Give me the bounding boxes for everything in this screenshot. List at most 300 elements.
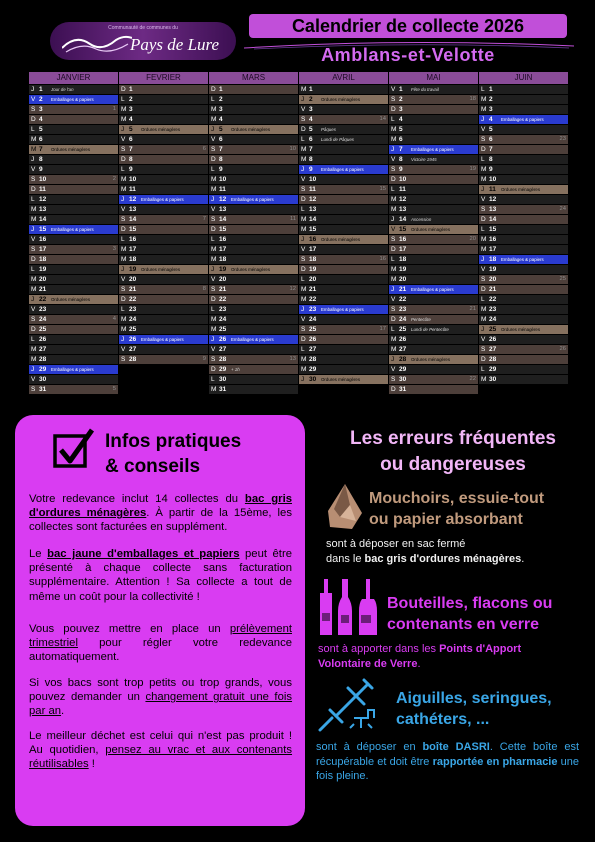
day-letter: M [391,336,397,343]
day-letter: D [121,156,126,163]
day-number: 22 [219,296,227,303]
day-number: 22 [39,296,47,303]
calendar-day [119,115,208,124]
day-number: 29 [489,366,497,373]
day-number: 19 [219,266,227,273]
calendar-day [479,215,568,224]
calendar-day [29,245,118,254]
day-letter: M [211,106,217,113]
day-label: Emballages & papiers [141,197,184,202]
day-number: 7 [129,146,133,153]
calendar-day [479,95,568,104]
day-number: 31 [39,386,47,393]
day-letter: J [481,326,485,333]
calendar-day [29,185,118,194]
day-letter: M [31,286,37,293]
calendar-day [29,385,118,394]
day-letter: V [121,206,126,213]
day-number: 30 [399,376,407,383]
info-paragraph: Le meilleur déchet est celui qui n'est pas produit ! Au quotidien, pensez au vrac et aux contenants réutilisables ! [29,730,293,771]
day-letter: V [211,136,216,143]
week-number: 9 [202,356,206,362]
day-label: Jour de l'an [51,87,74,92]
day-letter: S [301,186,306,193]
calendar-day [389,225,478,234]
calendar-day [119,255,208,264]
day-number: 19 [309,266,317,273]
day-label: Victoire 1945 [411,157,437,162]
day-label: Ordures ménagères [141,267,181,272]
week-number: 20 [469,236,476,242]
day-number: 5 [219,126,223,133]
calendar-day [389,95,478,104]
day-number: 24 [39,316,47,323]
day-letter: M [31,206,37,213]
day-letter: J [211,196,215,203]
day-label: Emballages & papiers [51,367,94,372]
calendar-day [389,105,478,114]
day-letter: V [31,96,36,103]
day-number: 27 [309,346,317,353]
calendar-day [209,325,298,334]
calendar-day [479,265,568,274]
calendar-day [389,185,478,194]
calendar-day [299,305,388,314]
day-number: 27 [129,346,137,353]
error-2-title [387,593,552,635]
calendar-day [299,295,388,304]
day-number: 18 [39,256,47,263]
day-number: 18 [399,256,407,263]
day-number: 16 [399,236,407,243]
calendar-day [389,165,478,174]
day-number: 4 [39,116,43,123]
infos-title [105,429,305,479]
day-letter: M [31,136,37,143]
calendar-day [479,275,568,284]
calendar-day [29,115,118,124]
day-number: 27 [219,346,227,353]
calendar-day [479,205,568,214]
day-letter: M [31,216,37,223]
day-letter: S [211,286,216,293]
day-number: 2 [309,96,313,103]
day-letter: M [121,186,127,193]
day-letter: D [481,356,486,363]
day-letter: J [391,216,395,223]
day-letter: V [31,376,36,383]
calendar-day [479,255,568,264]
day-number: 16 [219,236,227,243]
calendar-day [29,365,118,374]
day-label: Emballages & papiers [231,197,274,202]
calendar-day [479,375,568,384]
month-header: JUIN [479,72,568,84]
day-letter: J [481,186,485,193]
day-number: 26 [39,336,47,343]
day-number: 1 [489,86,493,93]
day-letter: M [301,286,307,293]
day-number: 9 [129,166,133,173]
day-number: 16 [309,236,317,243]
day-label: Ordures ménagères [231,267,271,272]
day-letter: J [391,286,395,293]
calendar-day [479,225,568,234]
calendar-day [119,325,208,334]
day-letter: V [211,206,216,213]
day-letter: L [301,346,305,353]
day-number: 28 [489,356,497,363]
day-number: 26 [219,336,227,343]
calendar-day [29,325,118,334]
day-letter: V [481,266,486,273]
day-number: 15 [309,226,317,233]
day-letter: V [481,126,486,133]
day-letter: S [211,216,216,223]
calendar-day [119,275,208,284]
day-letter: M [481,316,487,323]
day-letter: L [31,126,35,133]
day-letter: M [481,176,487,183]
day-letter: D [31,116,36,123]
day-number: 23 [399,306,407,313]
day-letter: M [31,346,37,353]
calendar-day [479,105,568,114]
day-letter: L [31,196,35,203]
day-number: 1 [309,86,313,93]
day-number: 14 [219,216,227,223]
calendar-day [299,175,388,184]
calendar-day [209,205,298,214]
day-label: Ordures ménagères [51,147,91,152]
calendar-day [389,195,478,204]
day-number: 22 [489,296,497,303]
day-number: 15 [399,226,407,233]
week-number: 25 [559,276,566,282]
day-number: 20 [129,276,137,283]
calendar-day [389,305,478,314]
calendar-day [389,175,478,184]
day-number: 8 [399,156,403,163]
day-number: 21 [309,286,317,293]
calendar-day [479,195,568,204]
day-number: 6 [39,136,43,143]
day-number: 22 [129,296,137,303]
day-number: 19 [129,266,137,273]
calendar-day [119,95,208,104]
day-letter: L [481,86,485,93]
calendar-day [29,285,118,294]
info-paragraph: Vous pouvez mettre en place un prélèvement trimestriel pour régler votre redevance automatiquement. [29,623,292,664]
day-letter: S [481,346,486,353]
calendar-day [299,95,388,104]
day-letter: V [481,336,486,343]
day-number: 5 [129,126,133,133]
day-letter: M [301,156,307,163]
day-number: 13 [309,206,317,213]
week-number: 26 [559,346,566,352]
day-letter: J [211,126,215,133]
calendar-day [29,265,118,274]
day-letter: M [301,146,307,153]
day-number: 11 [129,186,136,193]
day-letter: D [391,316,396,323]
info-paragraph: Votre redevance inclut 14 collectes du bac gris d'ordures ménagères. À partir de la 15ème, les collectes sont facturées en supplément. [29,493,292,534]
day-letter: M [481,166,487,173]
calendar-day [389,325,478,334]
week-number: 19 [469,166,476,172]
day-letter: V [391,296,396,303]
day-number: 6 [219,136,223,143]
day-number: 3 [309,106,313,113]
day-number: 3 [129,106,133,113]
week-number: 23 [559,136,566,142]
day-number: 23 [489,306,497,313]
day-letter: J [121,196,125,203]
calendar-day [29,105,118,114]
day-letter: V [391,366,396,373]
day-number: 7 [219,146,223,153]
day-number: 15 [219,226,227,233]
day-number: 15 [129,226,137,233]
tissue-icon [326,483,364,531]
error-3-title [396,688,552,730]
month-column [29,72,118,395]
calendar-day [389,315,478,324]
calendar-day [29,145,118,154]
calendar-day [479,155,568,164]
day-letter: S [31,176,36,183]
day-label: Emballages & papiers [501,117,544,122]
week-number: 12 [289,286,296,292]
day-number: 25 [309,326,317,333]
day-letter: D [301,126,306,133]
day-number: 15 [489,226,497,233]
day-letter: J [31,226,35,233]
calendar-day [389,365,478,374]
day-number: 29 [39,366,47,373]
day-number: 6 [399,136,403,143]
calendar-day [299,145,388,154]
calendar-day [479,235,568,244]
day-letter: M [31,356,37,363]
calendar-day [209,255,298,264]
month-column [299,72,388,395]
info-paragraph: Le bac jaune d'emballages et papiers peut être présenté à chaque collecte sans facturation supplémentaire. Attention ! Sa collecte a tout de même un coût pour la collectivité ! [29,548,292,603]
day-number: 16 [129,236,137,243]
calendar-day [389,255,478,264]
calendar-day [479,365,568,374]
day-number: 28 [219,356,227,363]
week-number: 24 [559,206,566,212]
day-number: 29 [309,366,317,373]
day-letter: S [481,206,486,213]
day-letter: S [391,376,396,383]
day-letter: M [121,106,127,113]
day-letter: L [301,136,305,143]
day-number: 12 [309,196,317,203]
day-number: 1 [219,86,223,93]
day-number: 14 [399,216,407,223]
calendar-day [209,145,298,154]
day-number: 9 [489,166,493,173]
day-number: 19 [489,266,497,273]
calendar-day [299,185,388,194]
day-number: 25 [489,326,497,333]
day-letter: M [31,146,37,153]
day-letter: S [301,326,306,333]
day-letter: D [301,336,306,343]
day-letter: D [391,176,396,183]
calendar-day [299,275,388,284]
day-letter: M [31,276,37,283]
syringe-icon [318,676,384,732]
day-label: Ordures ménagères [411,357,451,362]
errors-title-line2: ou dangereuses [380,454,526,475]
day-label: Ordures ménagères [321,97,361,102]
day-letter: L [481,366,485,373]
calendar-day [29,255,118,264]
day-number: 25 [129,326,137,333]
day-letter: L [211,306,215,313]
day-letter: S [31,386,36,393]
calendar-day [119,295,208,304]
day-number: 6 [489,136,493,143]
calendar-day [209,315,298,324]
calendar-day [389,145,478,154]
calendar-day [389,125,478,134]
day-letter: M [301,86,307,93]
day-label: Ordures ménagères [321,377,361,382]
day-number: 10 [489,176,497,183]
week-number: 6 [202,146,206,152]
day-number: 11 [399,186,406,193]
day-number: 13 [399,206,407,213]
calendar-day [209,345,298,354]
day-number: 13 [489,206,497,213]
day-letter: S [391,306,396,313]
calendar-day [29,215,118,224]
day-number: 2 [399,96,403,103]
day-letter: J [121,126,125,133]
day-number: 7 [399,146,403,153]
day-letter: J [391,356,395,363]
page-title: Calendrier de collecte 2026 [291,16,525,36]
calendar-day [299,135,388,144]
day-label: Ordures ménagères [51,297,91,302]
checkbox-checked-icon [53,428,95,472]
day-letter: M [481,236,487,243]
day-number: 21 [489,286,497,293]
day-number: 21 [39,286,47,293]
calendar-day [479,185,568,194]
day-number: 4 [219,116,223,123]
day-number: 19 [399,266,407,273]
calendar-day [29,305,118,314]
calendar-day [209,225,298,234]
calendar-day [119,225,208,234]
calendar-day [209,95,298,104]
calendar-day [389,345,478,354]
day-letter: J [301,236,305,243]
day-letter: V [391,226,396,233]
town-name: Amblans-et-Velotte [321,45,495,65]
day-letter: V [31,306,36,313]
day-number: 22 [399,296,407,303]
day-number: 4 [489,116,493,123]
calendar-day [389,235,478,244]
day-number: 25 [399,326,407,333]
day-number: 25 [219,326,227,333]
day-number: 4 [309,116,313,123]
day-letter: S [121,216,126,223]
calendar-day [119,145,208,154]
calendar-day [29,85,118,94]
day-number: 8 [219,156,223,163]
calendar-day [389,205,478,214]
day-letter: D [301,196,306,203]
day-letter: J [301,96,305,103]
week-number: 2 [112,176,116,182]
day-number: 24 [219,316,227,323]
day-letter: S [121,146,126,153]
day-label: Emballages & papiers [411,147,454,152]
day-number: 26 [129,336,137,343]
error-1-title-line2: ou papier absorbant [369,511,523,528]
day-letter: D [481,286,486,293]
day-letter: V [481,196,486,203]
day-label: Ordures ménagères [141,127,181,132]
day-number: 7 [309,146,313,153]
calendar-day [479,245,568,254]
calendar-day [29,165,118,174]
hills-icon [62,32,132,54]
calendar-day [389,85,478,94]
day-letter: S [211,146,216,153]
day-letter: D [211,296,216,303]
day-letter: D [211,226,216,233]
logo-tagline: Communauté de communes du [108,25,178,31]
day-number: 19 [39,266,47,273]
day-label: Emballages & papiers [321,307,364,312]
day-number: 26 [489,336,497,343]
day-letter: M [211,176,217,183]
calendar-day [389,295,478,304]
day-letter: V [211,276,216,283]
day-number: 29 [399,366,407,373]
calendar-day [299,85,388,94]
calendar-day [209,195,298,204]
day-number: 24 [129,316,137,323]
day-number: 23 [219,306,227,313]
day-number: 11 [489,186,496,193]
calendar-day [119,215,208,224]
day-letter: S [31,316,36,323]
day-number: 10 [219,176,227,183]
day-number: 10 [129,176,137,183]
calendar-day [119,135,208,144]
day-letter: V [31,166,36,173]
day-number: 16 [39,236,47,243]
day-label: Pentecôte [411,317,431,322]
calendar-day [119,205,208,214]
bottles-icon [316,575,380,637]
day-letter: M [301,366,307,373]
day-number: 13 [219,206,227,213]
calendar-day [209,235,298,244]
error-1-title [369,488,544,530]
day-number: 18 [129,256,137,263]
